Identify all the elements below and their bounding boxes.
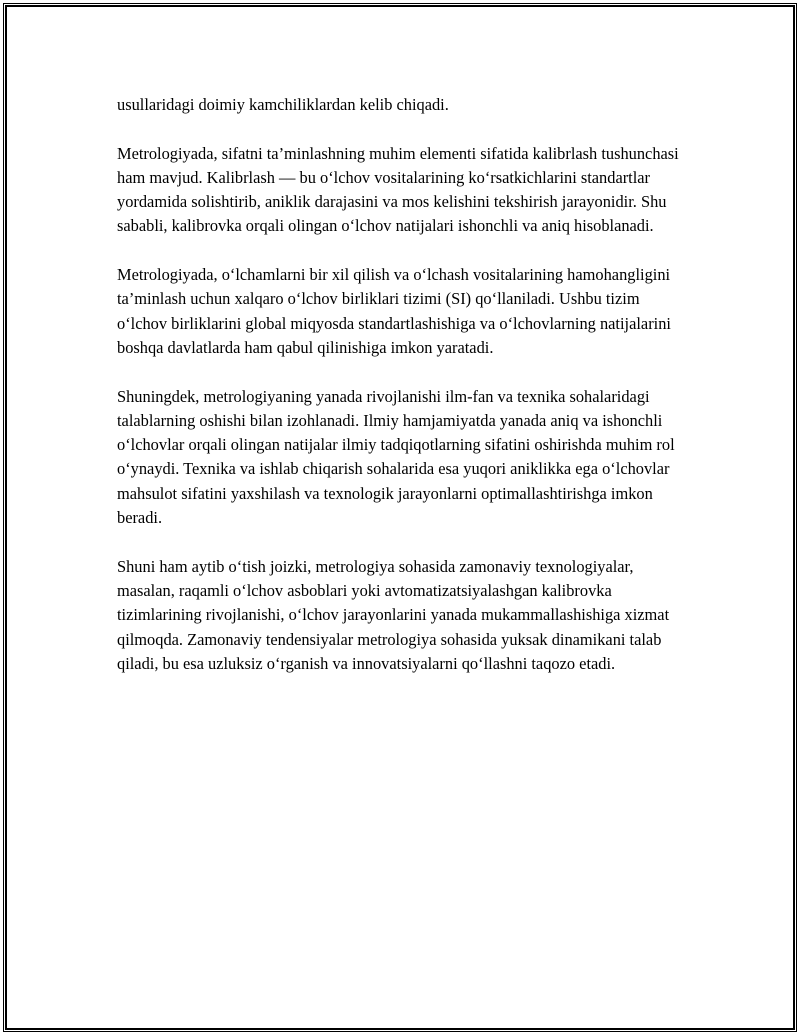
paragraph-modern-technologies: Shuni ham aytib o‘tish joizki, metrologiya sohasida zamonaviy texnologiyalar, masalan, raqamli o‘lchov asboblari yoki avtomatizatsiyalashgan kalibrovka tizimlarining rivojlanishi, o‘lchov jarayonlarini yanada mukammallashishiga xizmat qilmoqda. Zamonaviy tendensiyalar metrologiya sohasida yuksak dinamikani talab qiladi, bu esa uzluksiz o‘rganish va innovatsiyalarni qo‘llashni taqozo etadi. (117, 556, 670, 673)
paragraph-development: Shuningdek, metrologiyaning yanada rivojlanishi ilm-fan va texnika sohalaridagi talablarning oshishi bilan izohlanadi. Ilmiy hamjamiyatda yanada aniq va ishonchli o‘lchovlar orqali olingan natijalar ilmiy tadqiqotlarning sifatini oshirishda muhim rol o‘ynaydi. Texnika va ishlab chiqarish sohalarida esa yuqori aniklikka ega o‘lchovlar mahsulot sifatini yaxshilash va texnologik jarayonlarni optimallashtirishga imkon beradi. (117, 386, 675, 528)
paragraph-continuation: usullaridagi doimiy kamchiliklardan kelib chiqadi. (117, 95, 449, 114)
document-body (117, 93, 687, 700)
paragraph-calibration: Metrologiyada, sifatni ta’minlashning muhim elementi sifatida kalibrlash tushunchasi ham mavjud. Kalibrlash — bu o‘lchov vositalarining ko‘rsatkichlarini standartlar yordamida solishtirib, aniklik darajasini va mos kelishini tekshirish jarayonidir. Shu sababli, kalibrovka orqali olingan o‘lchov natijalari ishonchli va aniq hisoblanadi. (117, 143, 679, 236)
paragraph-si-system: Metrologiyada, o‘lchamlarni bir xil qilish va o‘lchash vositalarining hamohangligini ta’minlash uchun xalqaro o‘lchov birliklari tizimi (SI) qo‘llaniladi. Ushbu tizim o‘lchov birliklarini global miqyosda standartlashishiga va o‘lchovlarning natijalarini boshqa davlatlarda ham qabul qilinishiga imkon yaratadi. (117, 265, 671, 357)
